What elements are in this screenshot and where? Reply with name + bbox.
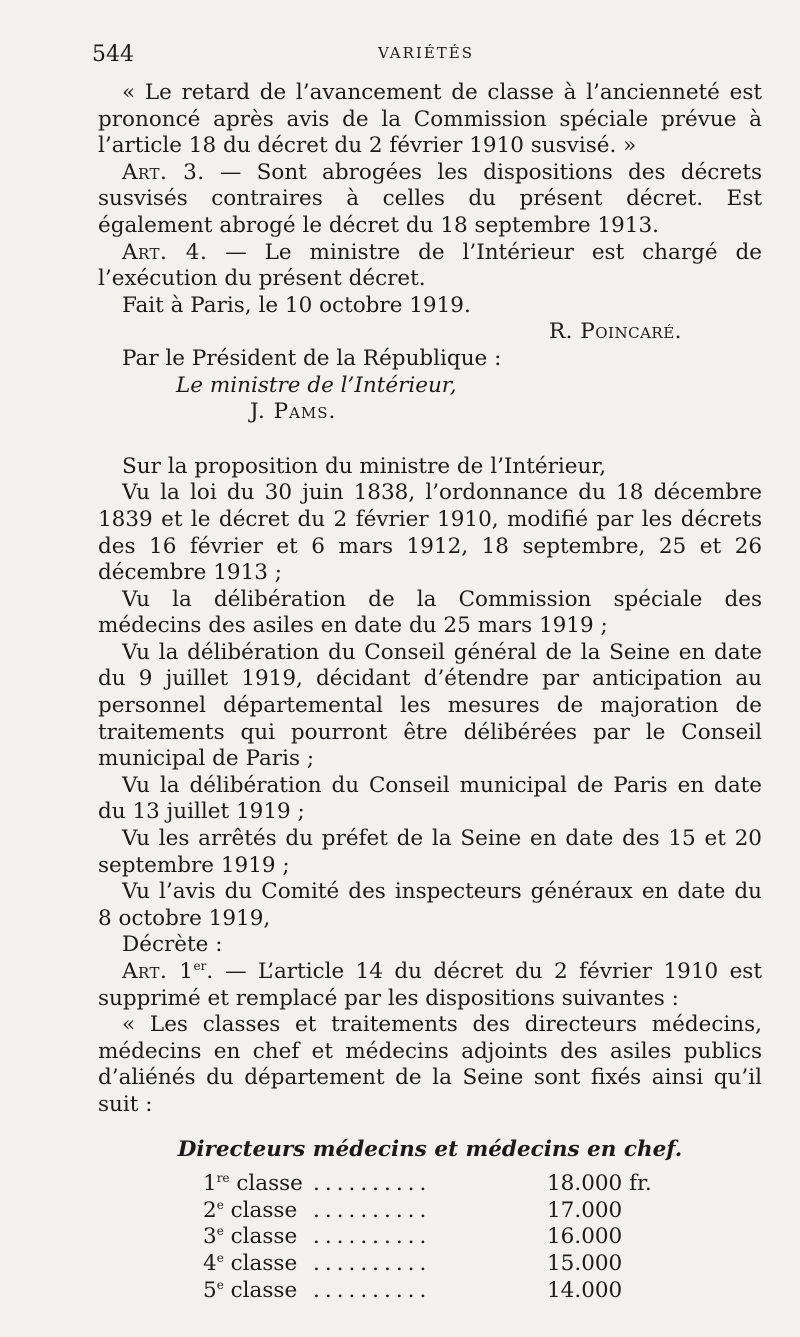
document-body (98, 80, 762, 1304)
leader-dots: .......... (313, 1224, 432, 1250)
class-label: classe (236, 1171, 303, 1197)
class-number: 1 (203, 1171, 217, 1197)
salary-amount: 15.000 (547, 1250, 623, 1276)
paragraph-art3 (98, 160, 762, 240)
class-number: 5 (203, 1277, 217, 1303)
decree-vu-5: Vu les arrêtés du préfet de la Seine en date des 15 et 20 septembre 1919 ; (98, 826, 762, 878)
art1-superscript: er (193, 958, 207, 973)
running-title: VARIÉTÉS (377, 44, 475, 62)
class-label: classe (230, 1250, 298, 1276)
class-label: classe (230, 1277, 298, 1303)
leader-dots: .......... (313, 1277, 432, 1303)
leader-dots: .......... (313, 1250, 432, 1276)
table-row (203, 1224, 652, 1251)
class-label: classe (230, 1197, 298, 1223)
table-title: Directeurs médecins et médecins en chef. (177, 1136, 683, 1162)
salary-amount: 18.000 fr. (547, 1171, 652, 1197)
salary-amount: 14.000 (547, 1277, 623, 1303)
page-number: 544 (92, 42, 134, 67)
class-superscript: e (216, 1224, 224, 1239)
salary-amount: 17.000 (547, 1197, 623, 1223)
signature-pams: J. Pams. (250, 399, 337, 425)
class-superscript: re (216, 1171, 230, 1185)
decree-vu-6: Vu l’avis du Comité des inspecteurs généraux en date du 8 octobre 1919, (98, 879, 762, 931)
decree-vu-3: Vu la délibération du Conseil général de la Seine en date du 9 juillet 1919, décidant d’étendre par anticipation au personnel départemental les mesures de majoration de traitements qui pourront être délibérées par le Conseil municipal de Paris ; (98, 639, 762, 772)
paragraph-art4 (98, 240, 762, 293)
table-row (203, 1278, 652, 1305)
class-superscript: e (216, 1250, 224, 1265)
decree-vu-4: Vu la délibération du Conseil municipal de Paris en date du 13 juillet 1919 ; (98, 772, 762, 825)
paragraph-art1: Art. 1er. — L’article 14 du décret du 2 février 1910 est supprimé et remplacé par les dispositions suivantes : (98, 958, 762, 1011)
salary-amount: 16.000 (547, 1224, 623, 1250)
leader-dots: .......... (313, 1197, 432, 1223)
class-number: 2 (203, 1197, 217, 1223)
decree-decrete: Décrète : (122, 932, 223, 958)
class-number: 3 (203, 1224, 217, 1250)
art4-label: Art. 4. (122, 239, 208, 265)
class-superscript: e (216, 1277, 224, 1292)
paragraph-fait: Fait à Paris, le 10 octobre 1919. (122, 292, 471, 318)
decree-quote: « Les classes et traitements des directeurs médecins, médecins en chef et médecins adjoints des asiles publics d’aliénés du département de la Seine sont fixés ainsi qu’il suit : (98, 1012, 762, 1117)
signature-ministre: Le ministre de l’Intérieur, (176, 372, 457, 398)
signature-president: R. Poincaré. (548, 319, 682, 345)
table-row (203, 1171, 652, 1198)
art3-text: — Sont abrogées les dispositions des décrets susvisés contraires à celles du présent décret. Est également abrogé le décret du 18 septembre 1913. (98, 159, 763, 238)
decree-intro: Sur la proposition du ministre de l’Intérieur, (122, 453, 607, 479)
decree-vu-2: Vu la délibération de la Commission spéciale des médecins des asiles en date du 25 mars 1919 ; (98, 586, 762, 639)
class-superscript: e (216, 1197, 224, 1212)
page-header (92, 42, 760, 72)
art1-label: Art. 1 (122, 959, 194, 984)
table-row (203, 1198, 652, 1225)
leader-dots: .......... (313, 1171, 432, 1197)
section-gap (98, 426, 762, 454)
table-row (203, 1251, 652, 1278)
paragraph-retard: « Le retard de l’avancement de classe à l’ancienneté est prononcé après avis de la Commission spéciale prévue à l’article 18 du décret du 2 février 1910 susvisé. » (98, 80, 762, 159)
decree-vu-1: Vu la loi du 30 juin 1838, l’ordonnance du 18 décembre 1839 et le décret du 2 février 1910, modifié par les décrets des 16 février et 6 mars 1912, 18 septembre, 25 et 26 décembre 1913 ; (98, 480, 762, 586)
class-label: classe (230, 1224, 298, 1250)
art1-text: — L’article 14 du décret du 2 février 1910 est supprimé et remplacé par les dispositions suivantes : (98, 959, 762, 1011)
signature-par-le-president: Par le Président de la République : (122, 345, 502, 371)
class-number: 4 (203, 1250, 217, 1276)
art4-text: — Le ministre de l’Intérieur est chargé de l’exécution du présent décret. (98, 239, 762, 292)
art3-label: Art. 3. (122, 159, 205, 185)
salary-table (203, 1171, 652, 1304)
